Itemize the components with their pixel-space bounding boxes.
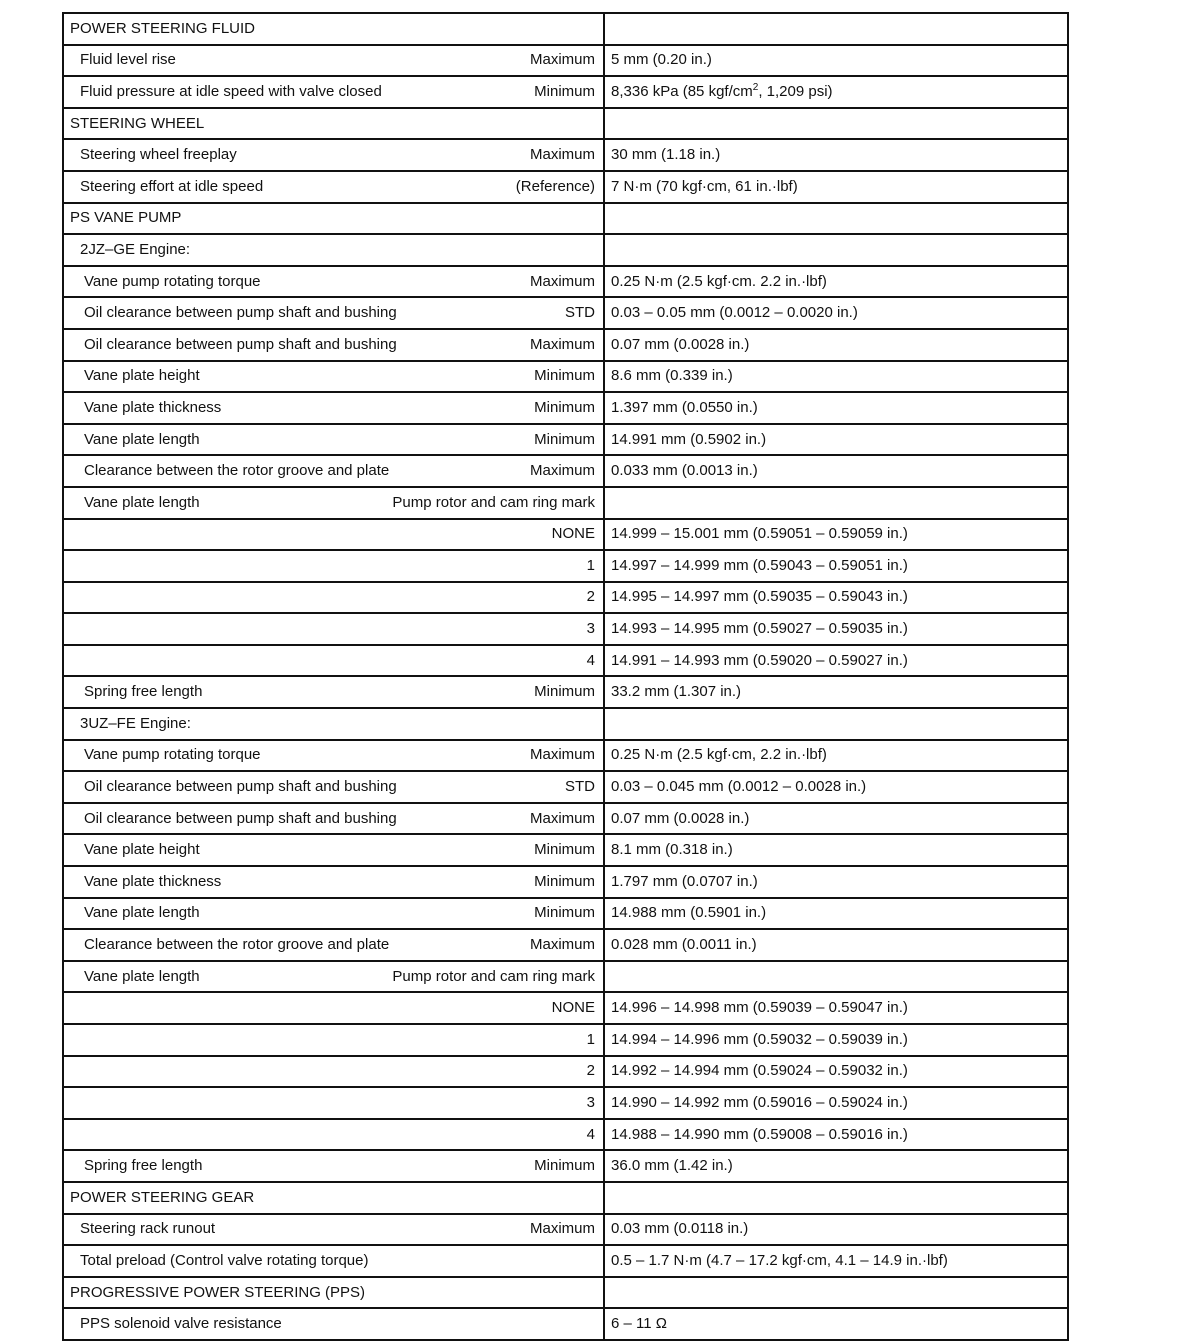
spec-row: [63, 708, 1068, 740]
spec-value: 1.797 mm (0.0707 in.): [611, 872, 758, 890]
spec-value-cell: [604, 45, 1068, 77]
section-title: POWER STEERING GEAR: [70, 1188, 255, 1206]
spec-label-cell: [63, 992, 604, 1024]
spec-qualifier: NONE: [551, 999, 595, 1017]
spec-row: [63, 1119, 1068, 1151]
spec-label-cell: [63, 550, 604, 582]
spec-label-cell: [63, 582, 604, 614]
spec-value: 5 mm (0.20 in.): [611, 51, 712, 69]
spec-qualifier: Minimum: [534, 841, 595, 859]
spec-value: 0.03 mm (0.0118 in.): [611, 1220, 749, 1238]
spec-value-cell: [604, 898, 1068, 930]
spec-label: Oil clearance between pump shaft and bushing: [84, 809, 397, 827]
spec-row: [63, 676, 1068, 708]
spec-row: [63, 297, 1068, 329]
spec-value-cell: [604, 645, 1068, 677]
spec-label: Steering effort at idle speed: [80, 177, 264, 195]
spec-label: Vane plate length: [84, 493, 200, 511]
spec-label-cell: [63, 487, 604, 519]
spec-qualifier: Minimum: [534, 430, 595, 448]
spec-qualifier: Maximum: [529, 936, 595, 954]
spec-value: 14.988 mm (0.5901 in.): [611, 904, 767, 922]
spec-value-cell: [604, 392, 1068, 424]
spec-qualifier: Maximum: [529, 462, 595, 480]
spec-row: [63, 139, 1068, 171]
spec-label-wrap: [64, 969, 603, 985]
spec-value: 6 – 11 Ω: [611, 1315, 667, 1333]
spec-value: 0.25 N·m (2.5 kgf·cm, 2.2 in.·lbf): [611, 746, 827, 764]
spec-row: [63, 550, 1068, 582]
spec-qualifier: STD: [565, 304, 595, 322]
spec-label-wrap: [64, 779, 603, 795]
spec-value-cell: [604, 961, 1068, 993]
spec-value: 14.995 – 14.997 mm (0.59035 – 0.59043 in.): [611, 588, 908, 606]
spec-label-cell: [63, 645, 604, 677]
spec-label-wrap: [64, 52, 603, 68]
spec-label: Total preload (Control valve rotating torque): [80, 1251, 369, 1269]
spec-row: [63, 1024, 1068, 1056]
spec-value-cell: [604, 834, 1068, 866]
spec-value-cell: [604, 992, 1068, 1024]
spec-label-wrap: [64, 1285, 603, 1301]
spec-row: [63, 898, 1068, 930]
spec-value: 8,336 kPa (85 kgf/cm: [611, 82, 753, 100]
spec-label: Oil clearance between pump shaft and bushing: [84, 778, 397, 796]
spec-label-cell: [63, 1024, 604, 1056]
spec-label-cell: [63, 771, 604, 803]
spec-row: [63, 519, 1068, 551]
spec-row: [63, 613, 1068, 645]
spec-label-cell: [63, 1150, 604, 1182]
spec-label-wrap: [64, 1000, 603, 1016]
spec-qualifier: Minimum: [534, 82, 595, 100]
spec-row: [63, 487, 1068, 519]
spec-table-body: [63, 13, 1068, 1340]
spec-row: [63, 961, 1068, 993]
spec-value-cell: [604, 1024, 1068, 1056]
spec-label-cell: [63, 740, 604, 772]
spec-value-cell: [604, 866, 1068, 898]
spec-value: 8.1 mm (0.318 in.): [611, 841, 733, 859]
spec-value: 0.25 N·m (2.5 kgf·cm. 2.2 in.·lbf): [611, 272, 827, 290]
spec-qualifier: Pump rotor and cam ring mark: [392, 967, 595, 985]
spec-row: [63, 582, 1068, 614]
spec-qualifier: Minimum: [534, 398, 595, 416]
spec-row: [63, 171, 1068, 203]
spec-value-cell: [604, 519, 1068, 551]
spec-label-wrap: [64, 621, 603, 637]
spec-label-wrap: [64, 242, 603, 258]
spec-qualifier: STD: [565, 778, 595, 796]
spec-label-wrap: [64, 147, 603, 163]
spec-label: Clearance between the rotor groove and plate: [84, 462, 390, 480]
spec-label-cell: [63, 1308, 604, 1340]
section-row: [63, 203, 1068, 235]
spec-label-wrap: [64, 495, 603, 511]
spec-value: 0.033 mm (0.0013 in.): [611, 462, 758, 480]
spec-label-wrap: [64, 116, 603, 132]
spec-label-wrap: [64, 368, 603, 384]
spec-value-cell: [604, 361, 1068, 393]
spec-row: [63, 992, 1068, 1024]
spec-value: 14.991 – 14.993 mm (0.59020 – 0.59027 in.): [611, 651, 908, 669]
spec-label-cell: [63, 361, 604, 393]
spec-label: Fluid pressure at idle speed with valve closed: [80, 82, 382, 100]
spec-label: Spring free length: [84, 1157, 203, 1175]
spec-label-wrap: [64, 653, 603, 669]
spec-value-cell: [604, 1245, 1068, 1277]
spec-row: [63, 1087, 1068, 1119]
spec-value-cell: [604, 234, 1068, 266]
spec-row: [63, 1214, 1068, 1246]
spec-label-wrap: [64, 337, 603, 353]
spec-label-wrap: [64, 874, 603, 890]
spec-label-cell: [63, 1277, 604, 1309]
spec-qualifier: Maximum: [529, 809, 595, 827]
spec-value: 0.028 mm (0.0011 in.): [611, 936, 757, 954]
spec-value: 0.5 – 1.7 N·m (4.7 – 17.2 kgf·cm, 4.1 – 14.9 in.·lbf): [611, 1251, 948, 1269]
spec-value-cell: [604, 487, 1068, 519]
spec-label-cell: [63, 139, 604, 171]
spec-label-wrap: [64, 305, 603, 321]
spec-qualifier: Maximum: [529, 746, 595, 764]
spec-qualifier: Minimum: [534, 904, 595, 922]
spec-value: 0.07 mm (0.0028 in.): [611, 335, 750, 353]
spec-qualifier: Maximum: [529, 335, 595, 353]
spec-label-wrap: [64, 21, 603, 37]
spec-value: 14.988 – 14.990 mm (0.59008 – 0.59016 in.): [611, 1125, 908, 1143]
spec-label: Vane plate height: [84, 367, 200, 385]
section-title: STEERING WHEEL: [70, 114, 205, 132]
spec-label-cell: [63, 76, 604, 108]
spec-value-cell: [604, 266, 1068, 298]
spec-qualifier: Maximum: [529, 146, 595, 164]
spec-label: Vane plate thickness: [84, 872, 222, 890]
spec-row: [63, 76, 1068, 108]
spec-label: 2JZ–GE Engine:: [80, 240, 191, 258]
section-row: [63, 108, 1068, 140]
spec-label-cell: [63, 1056, 604, 1088]
spec-row: [63, 329, 1068, 361]
spec-label-cell: [63, 1245, 604, 1277]
spec-row: [63, 266, 1068, 298]
spec-label-wrap: [64, 1253, 603, 1269]
spec-value-cell: [604, 329, 1068, 361]
spec-label-wrap: [64, 1032, 603, 1048]
spec-label-wrap: [64, 589, 603, 605]
spec-label: PPS solenoid valve resistance: [80, 1315, 282, 1333]
spec-label-wrap: [64, 716, 603, 732]
spec-row: [63, 361, 1068, 393]
spec-label-wrap: [64, 811, 603, 827]
spec-value-cell: [604, 171, 1068, 203]
spec-value-cell: [604, 1150, 1068, 1182]
spec-label: Steering wheel freeplay: [80, 146, 237, 164]
spec-value: 14.999 – 15.001 mm (0.59051 – 0.59059 in.): [611, 525, 908, 543]
spec-qualifier: Minimum: [534, 1157, 595, 1175]
spec-label-wrap: [64, 1158, 603, 1174]
spec-label-wrap: [64, 179, 603, 195]
spec-label: Vane plate length: [84, 904, 200, 922]
spec-row: [63, 771, 1068, 803]
spec-value-cell: [604, 1087, 1068, 1119]
spec-value: 33.2 mm (1.307 in.): [611, 683, 742, 701]
spec-value: 14.991 mm (0.5902 in.): [611, 430, 767, 448]
spec-row: [63, 803, 1068, 835]
spec-label: Vane plate length: [84, 430, 200, 448]
section-title: PS VANE PUMP: [70, 209, 182, 227]
spec-value-cell: [604, 76, 1068, 108]
spec-value: 8.6 mm (0.339 in.): [611, 367, 733, 385]
spec-value-cell: [604, 929, 1068, 961]
spec-label-wrap: [64, 747, 603, 763]
spec-label-wrap: [64, 400, 603, 416]
spec-label-cell: [63, 266, 604, 298]
spec-label: Spring free length: [84, 683, 203, 701]
spec-row: [63, 929, 1068, 961]
spec-row: [63, 455, 1068, 487]
spec-label-wrap: [64, 937, 603, 953]
spec-row: [63, 645, 1068, 677]
spec-qualifier: (Reference): [515, 177, 595, 195]
spec-label-cell: [63, 1182, 604, 1214]
spec-value: 14.994 – 14.996 mm (0.59032 – 0.59039 in.): [611, 1030, 908, 1048]
spec-value: 14.997 – 14.999 mm (0.59043 – 0.59051 in.): [611, 556, 908, 574]
spec-value-cell: [604, 771, 1068, 803]
spec-value: 1.397 mm (0.0550 in.): [611, 398, 758, 416]
spec-row: [63, 234, 1068, 266]
spec-value: 36.0 mm (1.42 in.): [611, 1157, 733, 1175]
spec-label-cell: [63, 455, 604, 487]
spec-qualifier: 1: [586, 556, 595, 574]
spec-label: Vane plate length: [84, 967, 200, 985]
spec-qualifier: Minimum: [534, 683, 595, 701]
spec-label-wrap: [64, 842, 603, 858]
spec-label-cell: [63, 708, 604, 740]
spec-label-cell: [63, 392, 604, 424]
spec-qualifier: NONE: [551, 525, 595, 543]
spec-qualifier: 4: [586, 1125, 595, 1143]
spec-value-cell: [604, 203, 1068, 235]
spec-label-cell: [63, 1087, 604, 1119]
spec-label-cell: [63, 803, 604, 835]
spec-value-cell: [604, 424, 1068, 456]
spec-label-cell: [63, 1214, 604, 1246]
section-row: [63, 1277, 1068, 1309]
spec-label: Vane pump rotating torque: [84, 746, 261, 764]
spec-value-cell: [604, 1119, 1068, 1151]
spec-label-cell: [63, 234, 604, 266]
section-row: [63, 1182, 1068, 1214]
spec-qualifier: 4: [586, 651, 595, 669]
spec-value-cell: [604, 1056, 1068, 1088]
spec-label-cell: [63, 424, 604, 456]
spec-label-cell: [63, 13, 604, 45]
spec-label: Oil clearance between pump shaft and bushing: [84, 304, 397, 322]
spec-label-cell: [63, 613, 604, 645]
spec-value-tail: , 1,209 psi): [758, 82, 833, 100]
spec-row: [63, 1308, 1068, 1340]
spec-qualifier: Minimum: [534, 367, 595, 385]
spec-label-cell: [63, 203, 604, 235]
spec-value: 14.996 – 14.998 mm (0.59039 – 0.59047 in.): [611, 999, 908, 1017]
spec-label-wrap: [64, 684, 603, 700]
spec-label: Vane pump rotating torque: [84, 272, 261, 290]
spec-value-cell: [604, 550, 1068, 582]
spec-label-wrap: [64, 1127, 603, 1143]
spec-label: 3UZ–FE Engine:: [80, 714, 191, 732]
spec-label: Steering rack runout: [80, 1220, 216, 1238]
spec-label-cell: [63, 898, 604, 930]
spec-qualifier: 3: [586, 620, 595, 638]
spec-value-cell: [604, 708, 1068, 740]
spec-label-cell: [63, 929, 604, 961]
spec-label-cell: [63, 834, 604, 866]
spec-label-cell: [63, 866, 604, 898]
spec-label: Fluid level rise: [80, 51, 176, 69]
section-title: POWER STEERING FLUID: [70, 19, 256, 37]
spec-row: [63, 1056, 1068, 1088]
spec-value-cell: [604, 740, 1068, 772]
spec-value-cell: [604, 13, 1068, 45]
spec-row: [63, 392, 1068, 424]
spec-value-cell: [604, 1308, 1068, 1340]
spec-label-wrap: [64, 558, 603, 574]
spec-label-wrap: [64, 432, 603, 448]
spec-qualifier: 1: [586, 1030, 595, 1048]
spec-value: 7 N·m (70 kgf·cm, 61 in.·lbf): [611, 177, 798, 195]
spec-label: Vane plate height: [84, 841, 200, 859]
spec-label-cell: [63, 676, 604, 708]
spec-value-superscript: 2: [752, 81, 759, 93]
spec-value-cell: [604, 613, 1068, 645]
spec-qualifier: 3: [586, 1093, 595, 1111]
spec-value-cell: [604, 455, 1068, 487]
spec-table: [62, 12, 1069, 1341]
spec-label-wrap: [64, 1095, 603, 1111]
spec-qualifier: Maximum: [529, 1220, 595, 1238]
spec-value-cell: [604, 582, 1068, 614]
spec-label-wrap: [64, 84, 603, 100]
spec-label-wrap: [64, 526, 603, 542]
spec-label: Vane plate thickness: [84, 398, 222, 416]
spec-row: [63, 424, 1068, 456]
spec-row: [63, 866, 1068, 898]
spec-label-wrap: [64, 1063, 603, 1079]
spec-value: 0.07 mm (0.0028 in.): [611, 809, 750, 827]
spec-label-cell: [63, 519, 604, 551]
spec-value-cell: [604, 1214, 1068, 1246]
spec-label-cell: [63, 297, 604, 329]
spec-value-cell: [604, 1277, 1068, 1309]
spec-value-cell: [604, 108, 1068, 140]
spec-qualifier: Pump rotor and cam ring mark: [392, 493, 595, 511]
spec-label-wrap: [64, 274, 603, 290]
spec-qualifier: Maximum: [529, 51, 595, 69]
spec-value-cell: [604, 676, 1068, 708]
spec-label-wrap: [64, 905, 603, 921]
spec-label-wrap: [64, 210, 603, 226]
spec-label: Clearance between the rotor groove and plate: [84, 936, 390, 954]
spec-label-cell: [63, 108, 604, 140]
spec-qualifier: 2: [586, 1062, 595, 1080]
spec-row: [63, 1150, 1068, 1182]
spec-value-cell: [604, 803, 1068, 835]
spec-row: [63, 740, 1068, 772]
spec-value-cell: [604, 139, 1068, 171]
spec-label-cell: [63, 1119, 604, 1151]
spec-row: [63, 45, 1068, 77]
spec-value-cell: [604, 1182, 1068, 1214]
spec-row: [63, 834, 1068, 866]
spec-qualifier: 2: [586, 588, 595, 606]
spec-qualifier: Minimum: [534, 872, 595, 890]
section-row: [63, 13, 1068, 45]
spec-label-wrap: [64, 1316, 603, 1332]
spec-value: 0.03 – 0.05 mm (0.0012 – 0.0020 in.): [611, 304, 858, 322]
spec-value: 30 mm (1.18 in.): [611, 146, 721, 164]
spec-value-cell: [604, 297, 1068, 329]
spec-value: 14.993 – 14.995 mm (0.59027 – 0.59035 in.): [611, 620, 908, 638]
spec-label-wrap: [64, 1190, 603, 1206]
spec-label: Oil clearance between pump shaft and bushing: [84, 335, 397, 353]
spec-value: 14.992 – 14.994 mm (0.59024 – 0.59032 in.): [611, 1062, 908, 1080]
spec-label-cell: [63, 329, 604, 361]
spec-value: 14.990 – 14.992 mm (0.59016 – 0.59024 in.): [611, 1093, 908, 1111]
spec-row: [63, 1245, 1068, 1277]
spec-label-cell: [63, 961, 604, 993]
spec-label-wrap: [64, 463, 603, 479]
spec-label-cell: [63, 171, 604, 203]
section-title: PROGRESSIVE POWER STEERING (PPS): [70, 1283, 366, 1301]
spec-qualifier: Maximum: [529, 272, 595, 290]
spec-label-cell: [63, 45, 604, 77]
spec-label-wrap: [64, 1221, 603, 1237]
spec-value: 0.03 – 0.045 mm (0.0012 – 0.0028 in.): [611, 778, 867, 796]
